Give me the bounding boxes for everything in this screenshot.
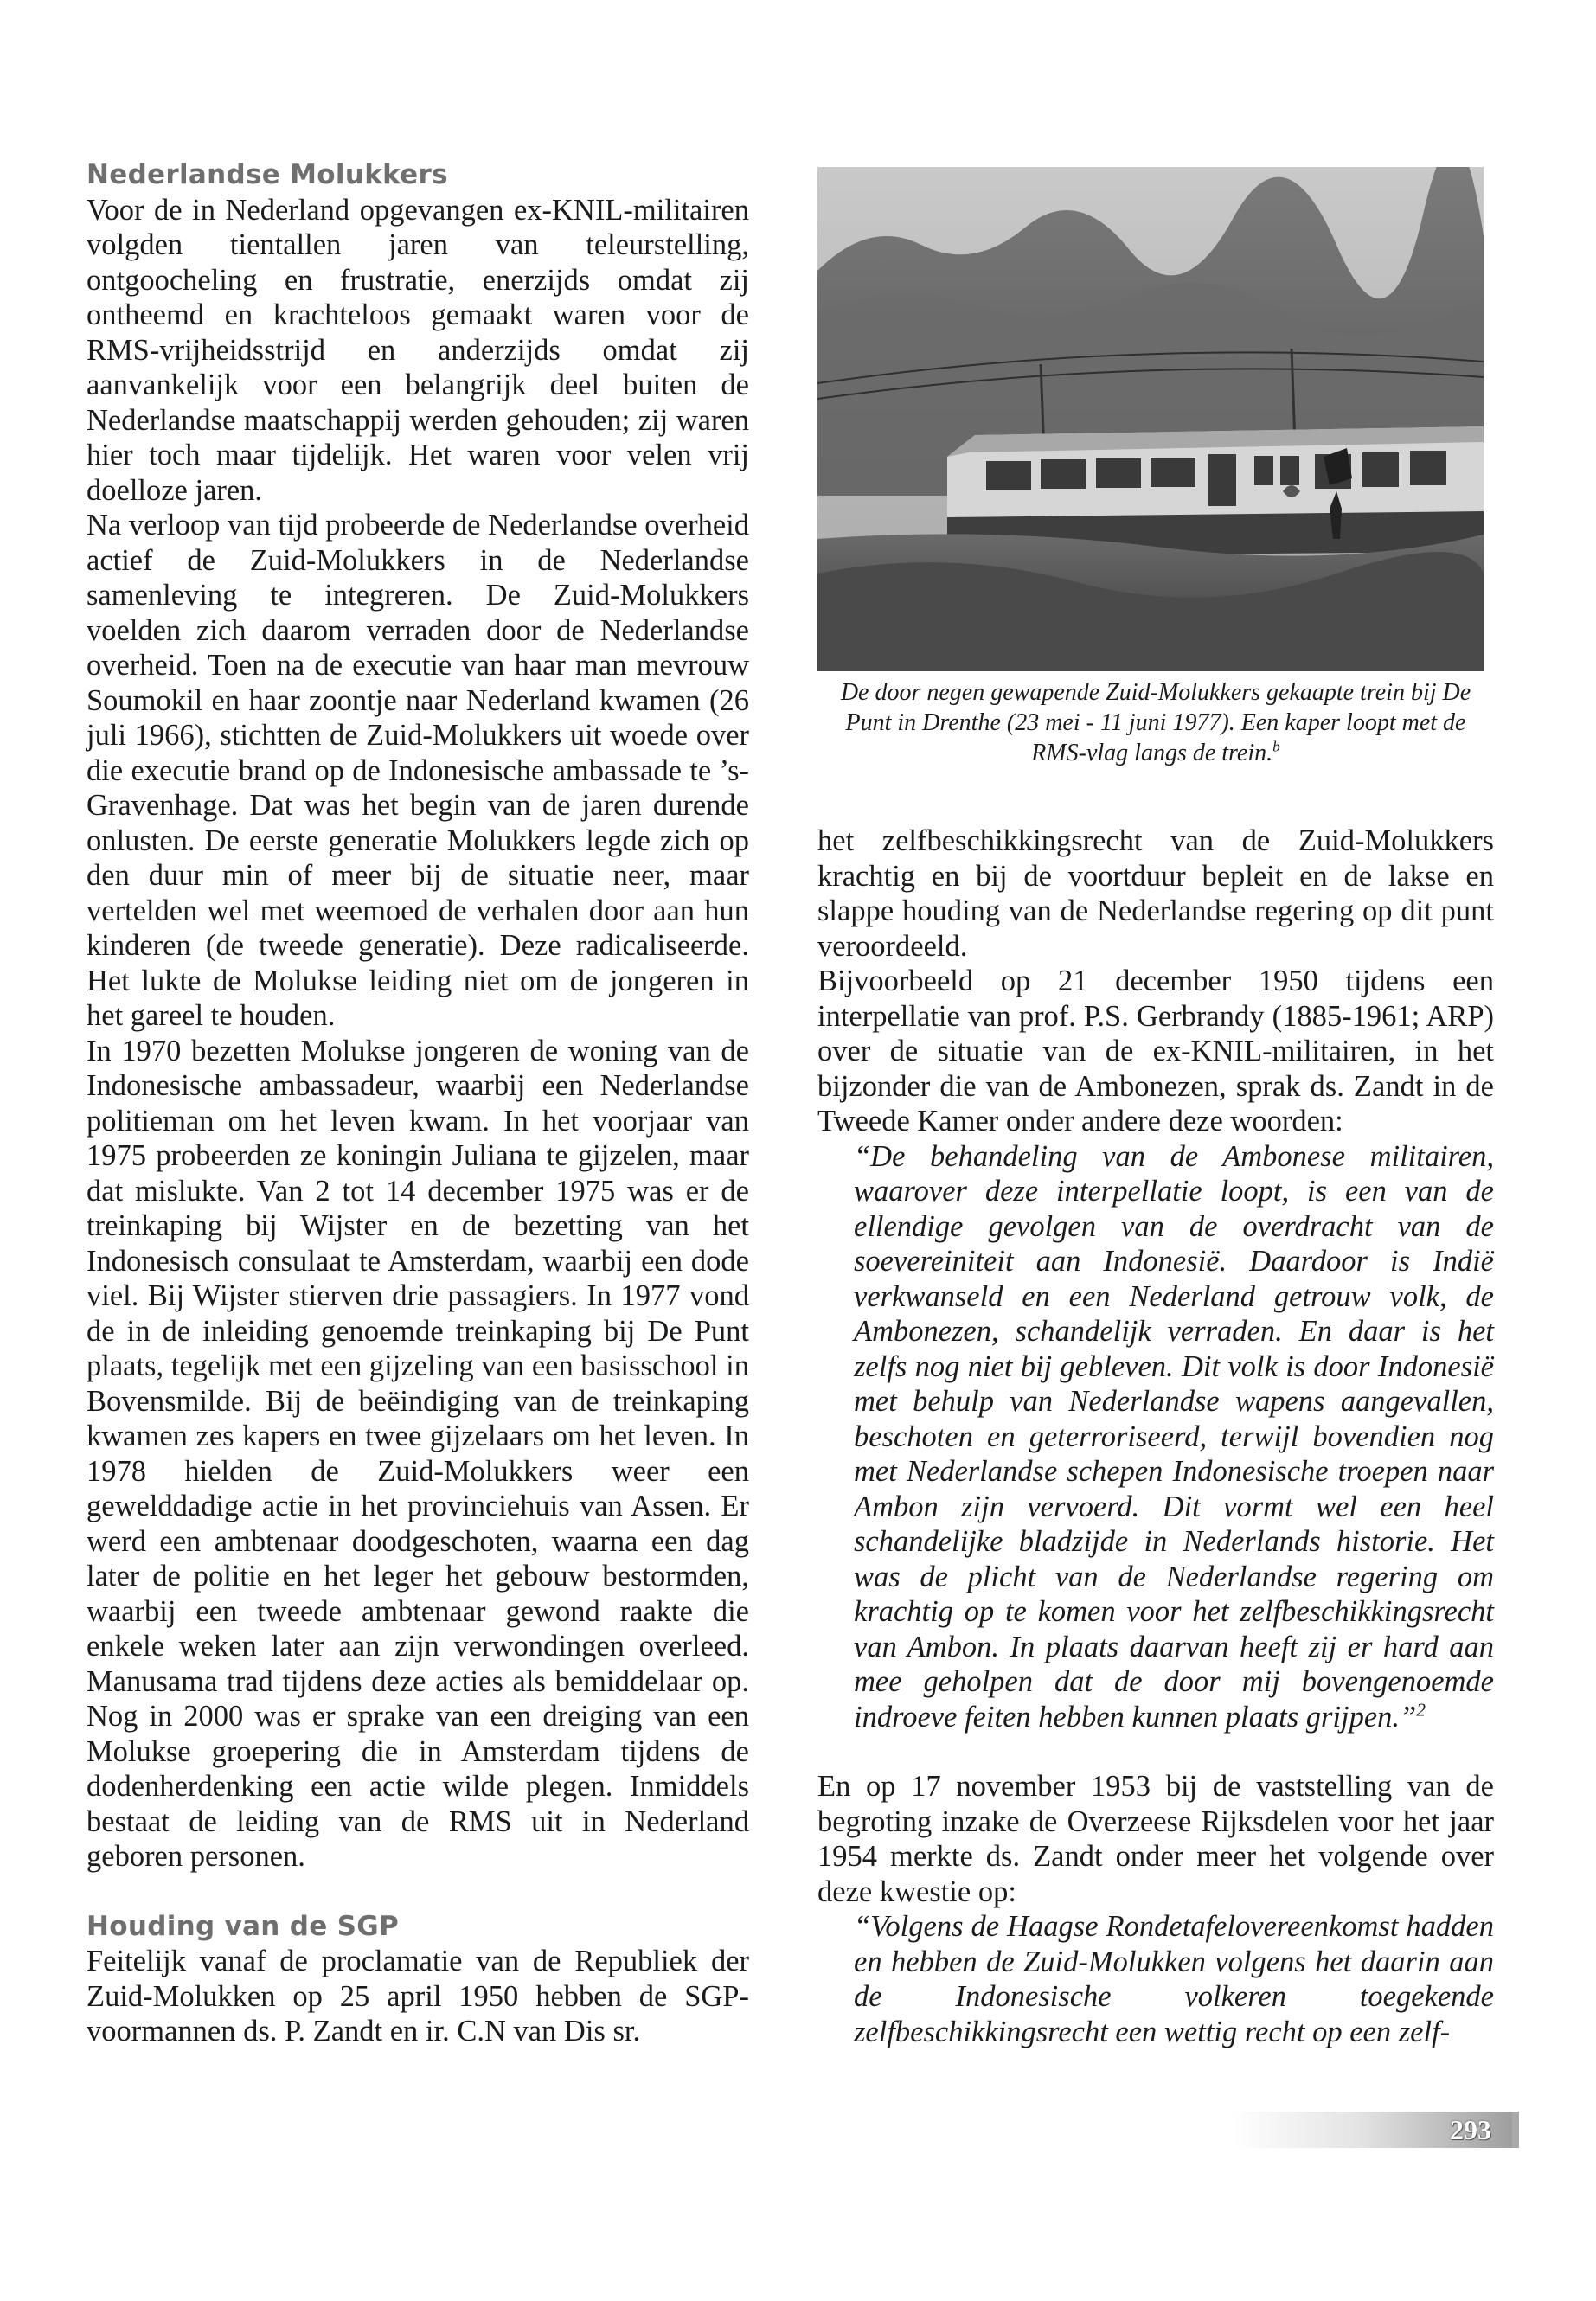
left-column bbox=[87, 157, 749, 2049]
page-number-tick bbox=[1512, 2112, 1519, 2148]
footnote-marker: 2 bbox=[1416, 1699, 1426, 1720]
section-heading-houding-sgp: Houding van de SGP bbox=[87, 1910, 400, 1942]
right-column bbox=[817, 824, 1494, 2049]
paragraph: Feitelijk vanaf de proclamatie van de Republiek der Zuid-Molukken op 25 april 1950 hebben de SGP-voormannen ds. P. Zandt en ir. C.N van Dis sr. bbox=[87, 1945, 749, 2048]
paragraph: Na verloop van tijd probeerde de Nederlandse overheid actief de Zuid-Molukkers in de Nederlandse samenleving te integreren. De Zuid-Molukkers voelden zich daarom verraden door de Nederlandse overheid. Toen na de executie van haar man mevrouw Soumokil en haar zoontje naar Nederland kwamen (26 juli 1966), stichtten de Zuid-Molukkers uit woede over die executie brand op de Indonesische ambassade te ’s-Gravenhage. Dat was het begin van de jaren durende onlusten. De eerste generatie Molukkers legde zich op den duur min of meer bij de situatie neer, maar vertelden wel met weemoed de verhalen door aan hun kinderen (de tweede generatie). Deze radicaliseerde. Het lukte de Molukse leiding niet om de jongeren in het gareel te houden. bbox=[87, 509, 749, 1032]
caption-text: De door negen gewapende Zuid-Molukkers gekaapte trein bij De Punt in Drenthe (23 mei - 11 juni 1977). Een kaper loopt met de RMS-vlag langs de trein. bbox=[840, 679, 1471, 766]
train-photo bbox=[817, 167, 1484, 671]
page-number: 293 bbox=[1450, 2114, 1491, 2145]
quote-text: “De behandeling van de Ambonese militairen, waarover deze interpellatie loopt, is een van de ellendige gevolgen van de overdracht van de soevereiniteit aan Indonesië. Daardoor is Indië verkwanseld en een Nederland getrouw volk, de Ambonezen, schandelijk verraden. En daar is het zelfs nog niet bij gebleven. Dit volk is door Indonesië met behulp van Nederlandse wapens aangevallen, beschoten en geterroriseerd, terwijl bovendien nog met Nederlandse schepen Indonesische troepen naar Ambon zijn vervoerd. Dit vormt wel een heel schandelijke bladzijde in Nederlands historie. Het was de plicht van de Nederlandse regering om krachtig op te komen voor het zelfbeschikkingsrecht van Ambon. In plaats daarvan heeft zij er hard aan mee geholpen dat de door mij bovengenoemde indroeve feiten hebben kunnen plaats grijpen.” bbox=[854, 1139, 1494, 1734]
paragraph: Voor de in Nederland opgevangen ex-KNIL-militairen volgden tientallen jaren van teleurstelling, ontgoocheling en frustratie, enerzijds omdat zij ontheemd en krachteloos gemaakt waren voor de RMS-vrijheidsstrijd en anderzijds omdat zij aanvankelijk voor een belangrijk deel buiten de Nederlandse maatschappij werden gehouden; zij waren hier toch maar tijdelijk. Het waren voor velen vrij doelloze jaren. bbox=[87, 193, 749, 507]
photo-caption bbox=[817, 677, 1494, 768]
paragraph: En op 17 november 1953 bij de vaststelling van de begroting inzake de Overzeese Rijksdelen voor het jaar 1954 merkte ds. Zandt onder meer het volgende over deze kwestie op: bbox=[817, 1770, 1494, 1908]
paragraph: In 1970 bezetten Molukse jongeren de woning van de Indonesische ambassadeur, waarbij een Nederlandse politieman om het leven kwam. In het voorjaar van 1975 probeerden ze koningin Juliana te gijzelen, maar dat mislukte. Van 2 tot 14 december 1975 was er de treinkaping bij Wijster en de bezetting van het Indonesisch consulaat te Amsterdam, waarbij een dode viel. Bij Wijster stierven drie passagiers. In 1977 vond de in de inleiding genoemde treinkaping bij De Punt plaats, tegelijk met een gijzeling van een basisschool in Bovensmilde. Bij de beëindiging van de treinkaping kwamen zes kapers en twee gijzelaars om het leven. In 1978 hielden de Zuid-Molukkers weer een gewelddadige actie in het provinciehuis van Assen. Er werd een ambtenaar doodgeschoten, waarna een dag later de politie en het leger het gebouw bestormden, waarbij een tweede ambtenaar gewond raakte die enkele weken later aan zijn verwondingen overleed. Manusama trad tijdens deze acties als bemiddelaar op. Nog in 2000 was er sprake van een dreiging van een Molukse groepering die in Amsterdam tijdens de dodenherdenking een actie wilde plegen. Inmiddels bestaat de leiding van de RMS uit in Nederland geboren personen. bbox=[87, 1034, 749, 1873]
block-quote: “Volgens de Haagse Rondetafelovereenkomst hadden en hebben de Zuid-Molukken volgens het daarin aan de Indonesische volkeren toegekende zelfbeschikkingsrecht een wettig recht op een zelf- bbox=[854, 1910, 1494, 2048]
paragraph: Bijvoorbeeld op 21 december 1950 tijdens een interpellatie van prof. P.S. Gerbrandy (1885-1961; ARP) over de situatie van de ex-KNIL-militairen, in het bijzonder die van de Ambonezen, sprak ds. Zandt in de Tweede Kamer onder andere deze woorden: bbox=[817, 965, 1494, 1138]
paragraph: het zelfbeschikkingsrecht van de Zuid-Molukkers krachtig en bij de voortduur bepleit en de lakse en slappe houding van de Nederlandse regering op dit punt veroordeeld. bbox=[817, 824, 1494, 963]
caption-note-marker: b bbox=[1272, 738, 1280, 755]
block-quote bbox=[854, 1139, 1494, 1735]
section-heading-nederlandse-molukkers: Nederlandse Molukkers bbox=[87, 159, 448, 190]
